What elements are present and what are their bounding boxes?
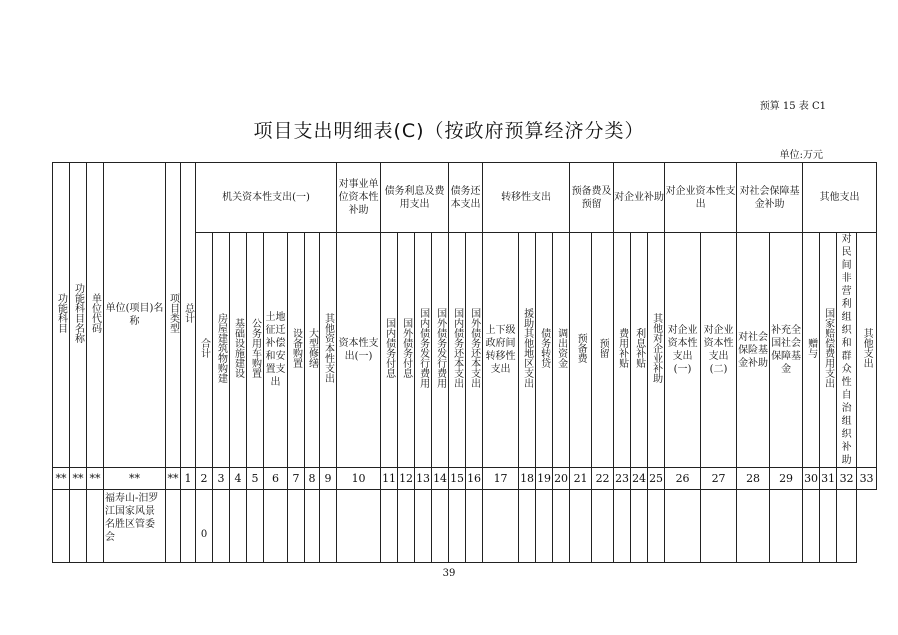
header-function-subject: 功能科目 bbox=[55, 293, 67, 333]
page-title: 项目支出明细表(C)（按政府预算经济分类） bbox=[253, 120, 645, 142]
unit-label: 单位:万元 bbox=[779, 150, 823, 161]
cell-project-type bbox=[166, 490, 181, 563]
sub-header-10: 国内债务付息 bbox=[383, 318, 395, 378]
sub-header-19: 调出资金 bbox=[555, 328, 567, 368]
group-capital-expenditure-1: 机关资本性支出(一) bbox=[196, 163, 337, 233]
sub-header-7: 大型修缮 bbox=[306, 328, 318, 368]
cell bbox=[837, 490, 857, 563]
index-cell: 2 bbox=[196, 468, 213, 490]
index-cell: 25 bbox=[648, 468, 665, 490]
sub-header-12: 国内债务发行费用 bbox=[417, 308, 429, 388]
cell bbox=[570, 490, 592, 563]
cell bbox=[381, 490, 398, 563]
cell bbox=[466, 490, 483, 563]
sub-header-3: 基础设施建设 bbox=[232, 318, 244, 378]
group-debt-principal: 债务还本支出 bbox=[449, 163, 483, 233]
index-cell: 13 bbox=[415, 468, 432, 490]
index-cell: 7 bbox=[288, 468, 305, 490]
index-cell: 28 bbox=[737, 468, 770, 490]
sub-header-20: 预备费 bbox=[575, 333, 587, 363]
cell-total bbox=[181, 490, 196, 563]
cell bbox=[519, 490, 536, 563]
cell bbox=[415, 490, 432, 563]
index-cell: 33 bbox=[857, 468, 877, 490]
index-cell: ** bbox=[70, 468, 87, 490]
index-cell: 11 bbox=[381, 468, 398, 490]
index-cell: 26 bbox=[665, 468, 701, 490]
index-cell: ** bbox=[53, 468, 70, 490]
sub-header-15: 国外债务还本支出 bbox=[468, 308, 480, 388]
page-number: 39 bbox=[442, 568, 456, 579]
index-cell: 27 bbox=[701, 468, 737, 490]
index-cell: 31 bbox=[820, 468, 837, 490]
index-cell: 29 bbox=[770, 468, 803, 490]
cell bbox=[536, 490, 553, 563]
cell bbox=[288, 490, 305, 563]
index-cell: 22 bbox=[592, 468, 614, 490]
index-cell: 5 bbox=[247, 468, 264, 490]
group-debt-interest: 债务利息及费用支出 bbox=[381, 163, 449, 233]
cell bbox=[213, 490, 230, 563]
cell bbox=[320, 490, 337, 563]
index-cell: 3 bbox=[213, 468, 230, 490]
index-cell: ** bbox=[166, 468, 181, 490]
column-index-row bbox=[53, 468, 877, 490]
sub-header-17: 援助其他地区支出 bbox=[521, 308, 533, 388]
cell bbox=[398, 490, 415, 563]
index-cell: 9 bbox=[320, 468, 337, 490]
index-cell: 8 bbox=[305, 468, 320, 490]
sub-header-27: 对社会保险基金补助 bbox=[737, 233, 770, 468]
index-cell: ** bbox=[87, 468, 104, 490]
cell bbox=[631, 490, 648, 563]
sub-header-11: 国外债务付息 bbox=[400, 318, 412, 378]
header-unit-code: 单位代码 bbox=[89, 293, 101, 333]
sub-header-16: 上下级政府间转移性支出 bbox=[483, 233, 519, 468]
sub-header-23: 利息补贴 bbox=[633, 328, 645, 368]
cell bbox=[305, 490, 320, 563]
cell bbox=[665, 490, 701, 563]
group-other-expenditure: 其他支出 bbox=[803, 163, 877, 233]
expenditure-table bbox=[52, 162, 877, 563]
sub-header-32: 其他支出 bbox=[861, 328, 873, 368]
group-enterprise-capital: 对企业资本性支出 bbox=[665, 163, 737, 233]
index-cell: 21 bbox=[570, 468, 592, 490]
index-cell: ** bbox=[104, 468, 166, 490]
sub-header-4: 公务用车购置 bbox=[249, 318, 261, 378]
index-cell: 32 bbox=[837, 468, 857, 490]
sub-header-30: 国家赔偿费用支出 bbox=[822, 308, 834, 388]
index-cell: 19 bbox=[536, 468, 553, 490]
form-number: 预算 15 表 C1 bbox=[759, 101, 826, 112]
cell bbox=[770, 490, 803, 563]
group-social-security-subsidy: 对社会保障基金补助 bbox=[737, 163, 803, 233]
group-institution-capital-subsidy: 对事业单位资本性补助 bbox=[337, 163, 381, 233]
index-cell: 24 bbox=[631, 468, 648, 490]
sub-header-29: 赠与 bbox=[805, 338, 817, 358]
sub-header-14: 国内债务还本支出 bbox=[451, 308, 463, 388]
cell bbox=[432, 490, 449, 563]
cell bbox=[701, 490, 737, 563]
cell-function-subject bbox=[53, 490, 70, 563]
index-cell: 10 bbox=[337, 468, 381, 490]
sub-header-24: 其他对企业补助 bbox=[650, 313, 662, 383]
cell bbox=[737, 490, 770, 563]
sub-header-18: 债务转贷 bbox=[538, 328, 550, 368]
index-cell: 4 bbox=[230, 468, 247, 490]
sub-header-1: 合计 bbox=[198, 338, 210, 358]
sub-header-6: 设备购置 bbox=[290, 328, 302, 368]
cell bbox=[230, 490, 247, 563]
sub-header-21: 预留 bbox=[597, 338, 609, 358]
total-value: 0 bbox=[200, 529, 208, 540]
header-function-subject-name: 功能科目名称 bbox=[72, 283, 84, 343]
table-row bbox=[53, 490, 877, 563]
sub-header-31: 对民间非营利组织和群众性自治组织补助 bbox=[837, 233, 857, 468]
cell-unit-code bbox=[87, 490, 104, 563]
cell bbox=[592, 490, 614, 563]
sub-header-26: 对企业资本性支出(二) bbox=[701, 233, 737, 468]
cell bbox=[553, 490, 570, 563]
index-cell: 12 bbox=[398, 468, 415, 490]
header-project-type: 项目类型 bbox=[167, 293, 179, 333]
index-cell: 1 bbox=[181, 468, 196, 490]
cell bbox=[820, 490, 837, 563]
index-cell: 23 bbox=[614, 468, 631, 490]
sub-header-9: 资本性支出(一) bbox=[337, 233, 381, 468]
cell bbox=[803, 490, 820, 563]
index-cell: 30 bbox=[803, 468, 820, 490]
index-cell: 6 bbox=[264, 468, 288, 490]
cell bbox=[648, 490, 665, 563]
cell bbox=[614, 490, 631, 563]
sub-header-13: 国外债务发行费用 bbox=[434, 308, 446, 388]
sub-header-8: 其他资本性支出 bbox=[322, 313, 334, 383]
cell bbox=[337, 490, 381, 563]
sub-header-28: 补充全国社会保障基金 bbox=[770, 233, 803, 468]
sub-header-5: 土地征迁补偿和安置支出 bbox=[264, 233, 288, 468]
group-reserve: 预备费及预留 bbox=[570, 163, 614, 233]
index-cell: 15 bbox=[449, 468, 466, 490]
index-cell: 17 bbox=[483, 468, 519, 490]
sub-header-25: 对企业资本性支出(一) bbox=[665, 233, 701, 468]
index-cell: 16 bbox=[466, 468, 483, 490]
sub-header-22: 费用补贴 bbox=[616, 328, 628, 368]
header-total: 总计 bbox=[182, 303, 194, 323]
cell bbox=[483, 490, 519, 563]
cell-function-subject-name bbox=[70, 490, 87, 563]
index-cell: 14 bbox=[432, 468, 449, 490]
sub-header-2: 房屋建筑物购建 bbox=[215, 313, 227, 383]
cell bbox=[264, 490, 288, 563]
cell bbox=[247, 490, 264, 563]
cell-subtotal bbox=[196, 490, 213, 563]
index-cell: 20 bbox=[553, 468, 570, 490]
cell-unit-name: 福寿山-汨罗江国家风景名胜区管委会 bbox=[104, 490, 166, 563]
group-enterprise-subsidy: 对企业补助 bbox=[614, 163, 665, 233]
index-cell: 18 bbox=[519, 468, 536, 490]
cell bbox=[449, 490, 466, 563]
group-transfer-expenditure: 转移性支出 bbox=[483, 163, 570, 233]
header-unit-name: 单位(项目)名称 bbox=[104, 163, 166, 468]
